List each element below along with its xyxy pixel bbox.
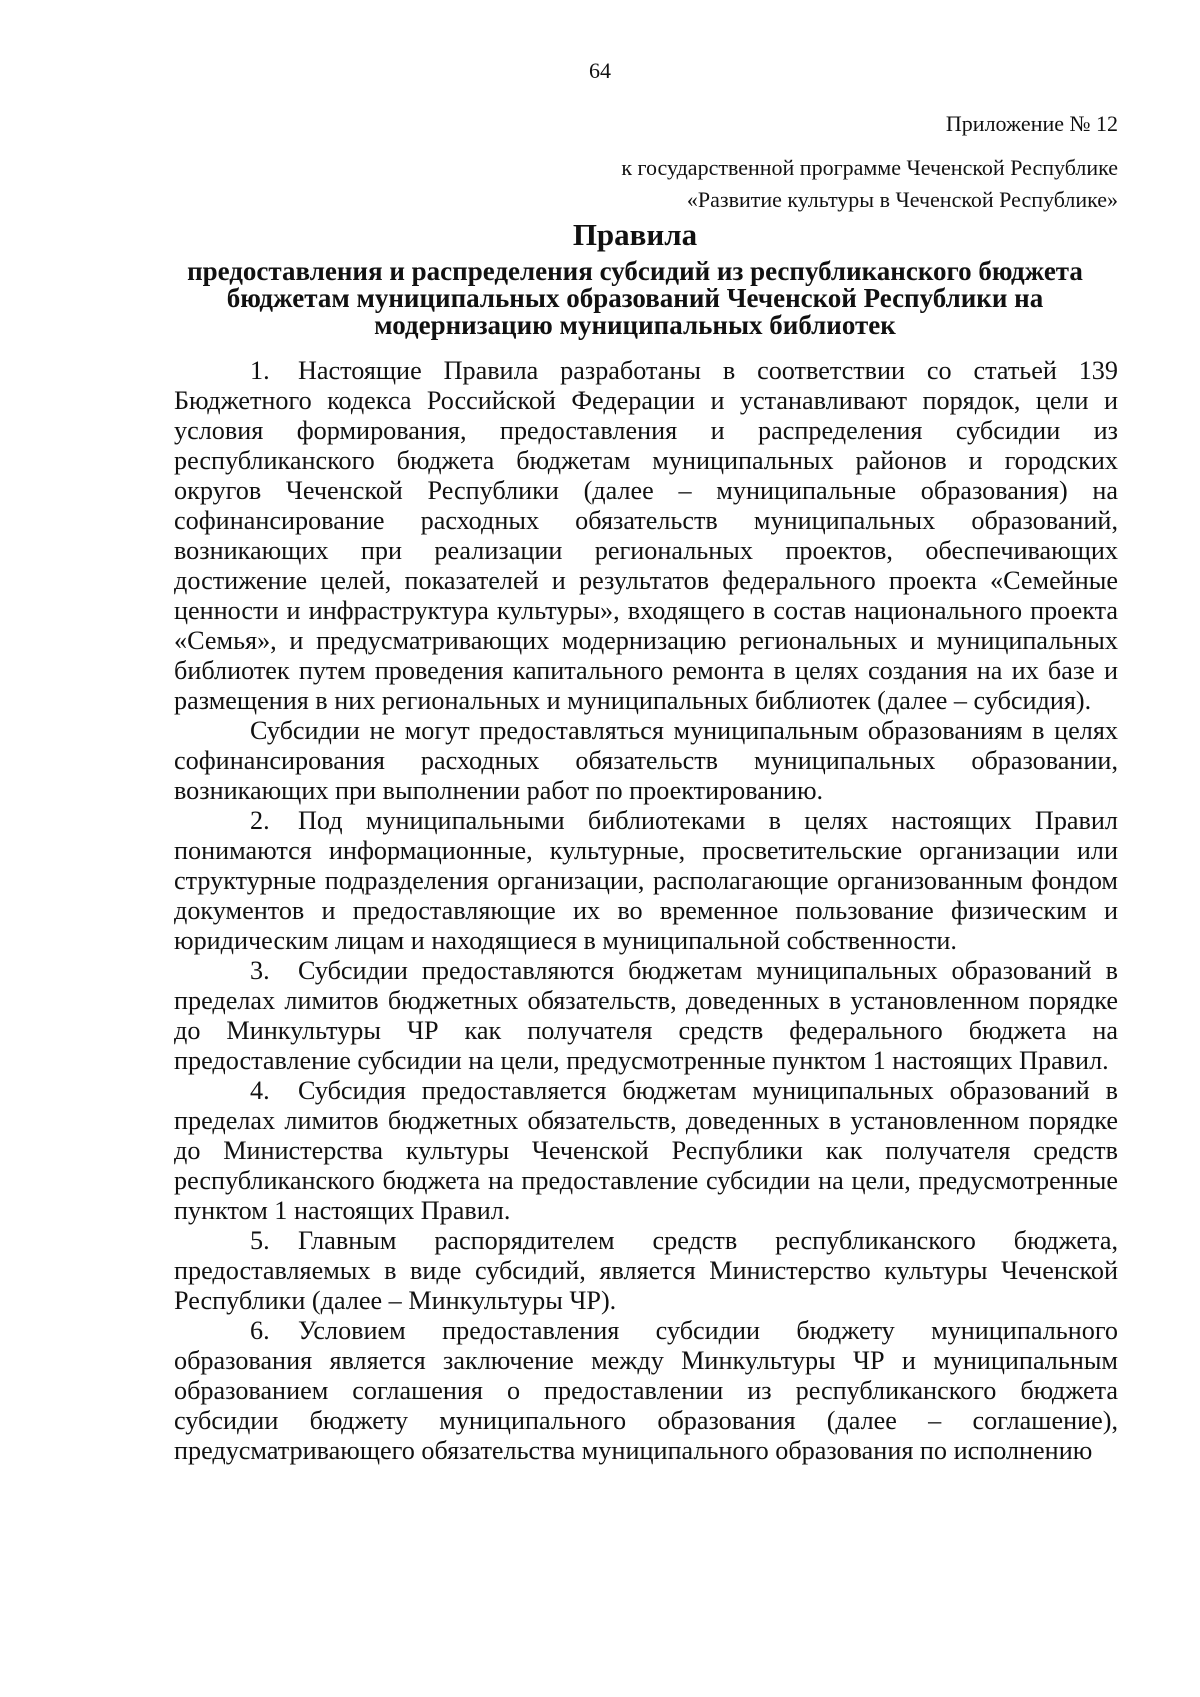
document-title: Правила [572,217,698,252]
paragraph-number: 6. [250,1316,270,1345]
paragraph-number: 3. [250,956,270,985]
paragraph-number: 2. [250,806,270,835]
paragraph-text: Условием предоставления субсидии бюджету муниципального образования является заключение между Минкультуры ЧР и муниципальным образованием соглашения о предоставлении из республиканского бюджета субсидии бюджету муниципального образования (далее – соглашение), предусматривающего обязательства муниципального образования по исполнению [174,1316,1118,1465]
appendix-line-2: «Развитие культуры в Чеченской Республике» [686,187,1118,212]
paragraph-number: 5. [250,1226,270,1255]
paragraph-1 [174,356,1118,716]
paragraph-text: Под муниципальными библиотеками в целях настоящих Правил понимаются информационные, культурные, просветительские организации или структурные подразделения организации, располагающие организованным фондом документов и предоставляющие их во временное пользование физическим и юридическим лицам и находящиеся в муниципальной собственности. [174,806,1118,955]
paragraph-text: Субсидии предоставляются бюджетам муниципальных образований в пределах лимитов бюджетных обязательств, доведенных в установленном порядке до Минкультуры ЧР как получателя средств федерального бюджета на предоставление субсидии на цели, предусмотренные пунктом 1 настоящих Правил. [174,956,1118,1075]
paragraph-number: 1. [250,356,270,385]
paragraph-1-continued [174,716,1118,806]
title-block [150,218,1120,339]
paragraph-4 [174,1076,1118,1226]
paragraph-5 [174,1226,1118,1316]
appendix-line-1: к государственной программе Чеченской Республике [621,155,1118,180]
appendix-label: Приложение № 12 [945,111,1118,136]
paragraph-text: Главным распорядителем средств республиканского бюджета, предоставляемых в виде субсидий, является Министерство культуры Чеченской Республики (далее – Минкультуры ЧР). [174,1226,1118,1315]
appendix-block [621,108,1118,216]
paragraph-text: Субсидии не могут предоставляться муниципальным образованиям в целях софинансирования расходных обязательств муниципальных образовании, возникающих при выполнении работ по проектированию. [174,716,1118,805]
document-body [174,356,1118,1466]
paragraph-6 [174,1316,1118,1466]
paragraph-2 [174,806,1118,956]
paragraph-number: 4. [250,1076,270,1105]
paragraph-text: Субсидия предоставляется бюджетам муниципальных образований в пределах лимитов бюджетных обязательств, доведенных в установленном порядке до Министерства культуры Чеченской Республики как получателя средств республиканского бюджета на предоставление субсидии на цели, предусмотренные пунктом 1 настоящих Правил. [174,1076,1118,1225]
paragraph-text: Настоящие Правила разработаны в соответствии со статьей 139 Бюджетного кодекса Российской Федерации и устанавливают порядок, цели и условия формирования, предоставления и распределения субсидии из республиканского бюджета бюджетам муниципальных районов и городских округов Чеченской Республики (далее – муниципальные образования) на софинансирование расходных обязательств муниципальных образований, возникающих при реализации региональных проектов, обеспечивающих достижение целей, показателей и результатов федерального проекта «Семейные ценности и инфраструктура культуры», входящего в состав национального проекта «Семья», и предусматривающих модернизацию региональных и муниципальных библиотек путем проведения капитального ремонта в целях создания на их базе и размещения в них региональных и муниципальных библиотек (далее – субсидия). [174,356,1118,715]
paragraph-3 [174,956,1118,1076]
page-number: 64 [589,58,611,83]
document-subtitle: предоставления и распределения субсидий из республиканского бюджета бюджетам муниципальных образований Чеченской Республики на модернизацию муниципальных библиотек [187,256,1083,340]
